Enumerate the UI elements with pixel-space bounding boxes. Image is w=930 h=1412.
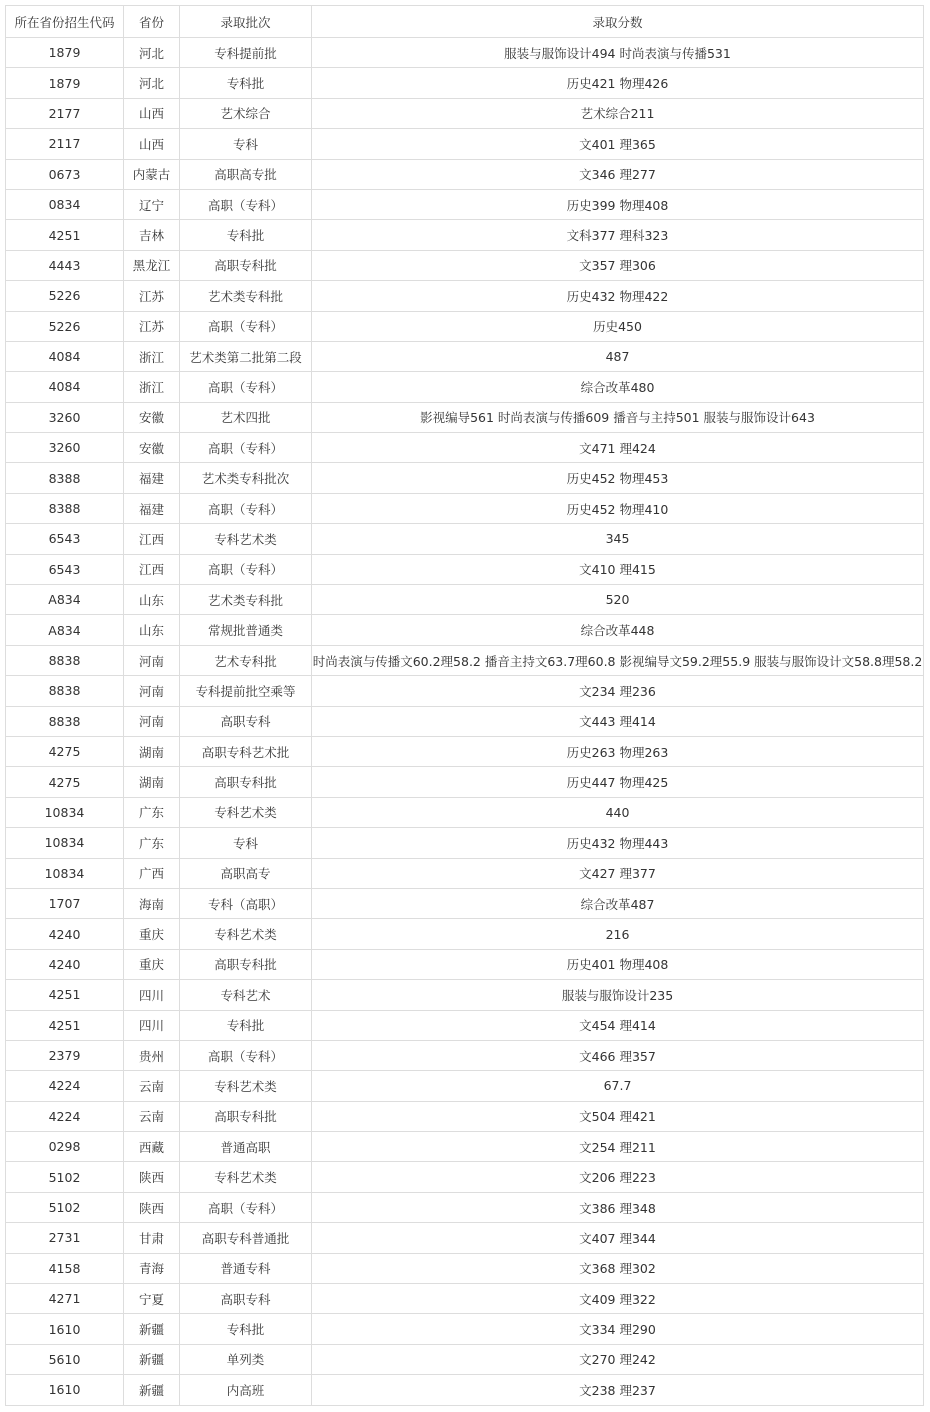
cell-province: 宁夏 bbox=[124, 1284, 180, 1314]
cell-province: 新疆 bbox=[124, 1375, 180, 1405]
cell-score: 历史432 物理422 bbox=[312, 281, 924, 311]
cell-score: 520 bbox=[312, 585, 924, 615]
cell-batch: 专科批 bbox=[180, 220, 312, 250]
cell-score: 文471 理424 bbox=[312, 433, 924, 463]
table-row bbox=[6, 98, 924, 128]
cell-province-code: 5102 bbox=[6, 1162, 124, 1192]
table-row bbox=[6, 797, 924, 827]
cell-score: 文443 理414 bbox=[312, 706, 924, 736]
table-row bbox=[6, 311, 924, 341]
cell-score: 345 bbox=[312, 524, 924, 554]
cell-score: 综合改革448 bbox=[312, 615, 924, 645]
cell-score: 历史450 bbox=[312, 311, 924, 341]
cell-batch: 普通高职 bbox=[180, 1132, 312, 1162]
table-row bbox=[6, 585, 924, 615]
table-row bbox=[6, 1071, 924, 1101]
cell-province: 安徽 bbox=[124, 433, 180, 463]
cell-province: 福建 bbox=[124, 463, 180, 493]
cell-score: 历史447 物理425 bbox=[312, 767, 924, 797]
cell-province-code: 4251 bbox=[6, 980, 124, 1010]
cell-batch: 高职（专科） bbox=[180, 1040, 312, 1070]
cell-province: 甘肃 bbox=[124, 1223, 180, 1253]
cell-province: 重庆 bbox=[124, 949, 180, 979]
cell-batch: 专科艺术类 bbox=[180, 1071, 312, 1101]
cell-province-code: 5102 bbox=[6, 1192, 124, 1222]
cell-province-code: 0298 bbox=[6, 1132, 124, 1162]
cell-province: 广西 bbox=[124, 858, 180, 888]
cell-province-code: 6543 bbox=[6, 554, 124, 584]
cell-province: 湖南 bbox=[124, 736, 180, 766]
cell-province-code: 8838 bbox=[6, 706, 124, 736]
cell-score: 文234 理236 bbox=[312, 676, 924, 706]
cell-province-code: 1610 bbox=[6, 1375, 124, 1405]
cell-province-code: 10834 bbox=[6, 797, 124, 827]
table-row bbox=[6, 493, 924, 523]
cell-batch: 高职（专科） bbox=[180, 372, 312, 402]
cell-batch: 艺术类专科批次 bbox=[180, 463, 312, 493]
table-row bbox=[6, 372, 924, 402]
cell-province-code: 8838 bbox=[6, 645, 124, 675]
cell-batch: 高职专科批 bbox=[180, 1101, 312, 1131]
cell-batch: 专科提前批空乘等 bbox=[180, 676, 312, 706]
cell-batch: 高职（专科） bbox=[180, 554, 312, 584]
cell-province-code: 5226 bbox=[6, 281, 124, 311]
cell-score: 216 bbox=[312, 919, 924, 949]
cell-batch: 单列类 bbox=[180, 1344, 312, 1374]
cell-province: 江苏 bbox=[124, 281, 180, 311]
cell-province-code: 10834 bbox=[6, 858, 124, 888]
cell-province: 湖南 bbox=[124, 767, 180, 797]
table-row bbox=[6, 1344, 924, 1374]
cell-province: 陕西 bbox=[124, 1192, 180, 1222]
cell-province: 云南 bbox=[124, 1071, 180, 1101]
table-row bbox=[6, 888, 924, 918]
cell-province-code: 5226 bbox=[6, 311, 124, 341]
cell-score: 文386 理348 bbox=[312, 1192, 924, 1222]
cell-province: 辽宁 bbox=[124, 189, 180, 219]
table-row bbox=[6, 1314, 924, 1344]
cell-score: 文409 理322 bbox=[312, 1284, 924, 1314]
cell-province-code: 4275 bbox=[6, 767, 124, 797]
cell-province: 江西 bbox=[124, 554, 180, 584]
cell-batch: 高职专科批 bbox=[180, 949, 312, 979]
cell-score: 历史452 物理410 bbox=[312, 493, 924, 523]
cell-province: 河南 bbox=[124, 645, 180, 675]
cell-score: 文368 理302 bbox=[312, 1253, 924, 1283]
table-row bbox=[6, 767, 924, 797]
cell-batch: 高职（专科） bbox=[180, 311, 312, 341]
cell-province-code: A834 bbox=[6, 615, 124, 645]
cell-score: 历史401 物理408 bbox=[312, 949, 924, 979]
cell-province: 江苏 bbox=[124, 311, 180, 341]
cell-province: 河南 bbox=[124, 676, 180, 706]
cell-batch: 高职专科批 bbox=[180, 767, 312, 797]
cell-province-code: 0673 bbox=[6, 159, 124, 189]
cell-province: 四川 bbox=[124, 980, 180, 1010]
cell-province: 重庆 bbox=[124, 919, 180, 949]
cell-province: 安徽 bbox=[124, 402, 180, 432]
cell-batch: 艺术综合 bbox=[180, 98, 312, 128]
cell-score: 文401 理365 bbox=[312, 129, 924, 159]
cell-score: 440 bbox=[312, 797, 924, 827]
cell-province: 云南 bbox=[124, 1101, 180, 1131]
table-row bbox=[6, 645, 924, 675]
cell-score: 文407 理344 bbox=[312, 1223, 924, 1253]
cell-province: 江西 bbox=[124, 524, 180, 554]
cell-province-code: 6543 bbox=[6, 524, 124, 554]
cell-province-code: A834 bbox=[6, 585, 124, 615]
cell-province-code: 4275 bbox=[6, 736, 124, 766]
table-row bbox=[6, 615, 924, 645]
cell-score: 历史263 物理263 bbox=[312, 736, 924, 766]
cell-batch: 专科艺术类 bbox=[180, 1162, 312, 1192]
cell-score: 综合改革487 bbox=[312, 888, 924, 918]
cell-batch: 高职专科批 bbox=[180, 250, 312, 280]
header-province: 省份 bbox=[124, 6, 180, 38]
cell-batch: 高职（专科） bbox=[180, 433, 312, 463]
cell-score: 时尚表演与传播文60.2理58.2 播音主持文63.7理60.8 影视编导文59.2理55.9 服装与服饰设计文58.8理58.2 bbox=[312, 645, 924, 675]
cell-score: 历史399 物理408 bbox=[312, 189, 924, 219]
cell-score: 文427 理377 bbox=[312, 858, 924, 888]
cell-province: 陕西 bbox=[124, 1162, 180, 1192]
table-row bbox=[6, 736, 924, 766]
cell-province-code: 1879 bbox=[6, 38, 124, 68]
cell-batch: 高职高专 bbox=[180, 858, 312, 888]
header-province-code: 所在省份招生代码 bbox=[6, 6, 124, 38]
cell-score: 综合改革480 bbox=[312, 372, 924, 402]
cell-batch: 专科（高职） bbox=[180, 888, 312, 918]
cell-province-code: 4240 bbox=[6, 919, 124, 949]
cell-score: 艺术综合211 bbox=[312, 98, 924, 128]
cell-province: 山东 bbox=[124, 615, 180, 645]
cell-score: 历史432 物理443 bbox=[312, 828, 924, 858]
cell-score: 历史421 物理426 bbox=[312, 68, 924, 98]
cell-batch: 专科艺术类 bbox=[180, 524, 312, 554]
cell-score: 服装与服饰设计494 时尚表演与传播531 bbox=[312, 38, 924, 68]
cell-batch: 高职专科普通批 bbox=[180, 1223, 312, 1253]
cell-province: 浙江 bbox=[124, 341, 180, 371]
cell-province-code: 1610 bbox=[6, 1314, 124, 1344]
cell-province-code: 4251 bbox=[6, 1010, 124, 1040]
table-row bbox=[6, 1162, 924, 1192]
cell-province-code: 4240 bbox=[6, 949, 124, 979]
cell-province-code: 1879 bbox=[6, 68, 124, 98]
cell-province: 山西 bbox=[124, 129, 180, 159]
cell-province: 河北 bbox=[124, 68, 180, 98]
table-row bbox=[6, 1040, 924, 1070]
header-batch: 录取批次 bbox=[180, 6, 312, 38]
cell-batch: 专科 bbox=[180, 129, 312, 159]
cell-province-code: 0834 bbox=[6, 189, 124, 219]
cell-province-code: 2379 bbox=[6, 1040, 124, 1070]
cell-province-code: 4443 bbox=[6, 250, 124, 280]
cell-score: 文504 理421 bbox=[312, 1101, 924, 1131]
cell-score: 文410 理415 bbox=[312, 554, 924, 584]
table-row bbox=[6, 1010, 924, 1040]
cell-province: 河北 bbox=[124, 38, 180, 68]
table-row bbox=[6, 828, 924, 858]
table-body bbox=[6, 38, 924, 1406]
cell-province-code: 2117 bbox=[6, 129, 124, 159]
cell-province: 青海 bbox=[124, 1253, 180, 1283]
table-row bbox=[6, 433, 924, 463]
table-row bbox=[6, 129, 924, 159]
table-row bbox=[6, 1253, 924, 1283]
cell-province-code: 2177 bbox=[6, 98, 124, 128]
cell-batch: 高职高专批 bbox=[180, 159, 312, 189]
cell-province: 广东 bbox=[124, 797, 180, 827]
cell-score: 历史452 物理453 bbox=[312, 463, 924, 493]
cell-province-code: 4084 bbox=[6, 372, 124, 402]
table-row bbox=[6, 980, 924, 1010]
cell-score: 文466 理357 bbox=[312, 1040, 924, 1070]
cell-province: 贵州 bbox=[124, 1040, 180, 1070]
cell-province-code: 8388 bbox=[6, 493, 124, 523]
table-header-row bbox=[6, 6, 924, 38]
cell-province-code: 1707 bbox=[6, 888, 124, 918]
cell-batch: 高职专科 bbox=[180, 1284, 312, 1314]
admission-score-table bbox=[5, 5, 924, 1406]
table-row bbox=[6, 38, 924, 68]
table-row bbox=[6, 524, 924, 554]
table-row bbox=[6, 402, 924, 432]
table-row bbox=[6, 1132, 924, 1162]
table-row bbox=[6, 159, 924, 189]
cell-province: 新疆 bbox=[124, 1314, 180, 1344]
cell-batch: 专科艺术类 bbox=[180, 797, 312, 827]
cell-batch: 专科 bbox=[180, 828, 312, 858]
cell-batch: 艺术类专科批 bbox=[180, 585, 312, 615]
cell-score: 文206 理223 bbox=[312, 1162, 924, 1192]
cell-batch: 高职专科 bbox=[180, 706, 312, 736]
cell-batch: 专科艺术 bbox=[180, 980, 312, 1010]
cell-province-code: 4224 bbox=[6, 1101, 124, 1131]
cell-batch: 专科批 bbox=[180, 1010, 312, 1040]
cell-score: 文454 理414 bbox=[312, 1010, 924, 1040]
table-row bbox=[6, 250, 924, 280]
cell-province-code: 8838 bbox=[6, 676, 124, 706]
table-row bbox=[6, 554, 924, 584]
cell-batch: 普通专科 bbox=[180, 1253, 312, 1283]
table-row bbox=[6, 341, 924, 371]
table-row bbox=[6, 676, 924, 706]
cell-batch: 专科批 bbox=[180, 68, 312, 98]
table-row bbox=[6, 919, 924, 949]
cell-province-code: 10834 bbox=[6, 828, 124, 858]
table-row bbox=[6, 68, 924, 98]
cell-batch: 艺术专科批 bbox=[180, 645, 312, 675]
table-row bbox=[6, 1223, 924, 1253]
cell-batch: 艺术四批 bbox=[180, 402, 312, 432]
cell-score: 文270 理242 bbox=[312, 1344, 924, 1374]
cell-province-code: 3260 bbox=[6, 433, 124, 463]
cell-batch: 专科艺术类 bbox=[180, 919, 312, 949]
cell-score: 文254 理211 bbox=[312, 1132, 924, 1162]
table-row bbox=[6, 1284, 924, 1314]
cell-province: 浙江 bbox=[124, 372, 180, 402]
table-row bbox=[6, 949, 924, 979]
cell-batch: 高职（专科） bbox=[180, 189, 312, 219]
cell-province-code: 4271 bbox=[6, 1284, 124, 1314]
cell-batch: 高职（专科） bbox=[180, 493, 312, 523]
cell-province-code: 5610 bbox=[6, 1344, 124, 1374]
cell-province: 四川 bbox=[124, 1010, 180, 1040]
table-container bbox=[5, 5, 923, 1406]
header-score: 录取分数 bbox=[312, 6, 924, 38]
cell-province: 福建 bbox=[124, 493, 180, 523]
cell-batch: 内高班 bbox=[180, 1375, 312, 1405]
table-row bbox=[6, 281, 924, 311]
table-row bbox=[6, 706, 924, 736]
cell-batch: 专科批 bbox=[180, 1314, 312, 1344]
cell-batch: 常规批普通类 bbox=[180, 615, 312, 645]
cell-province: 西藏 bbox=[124, 1132, 180, 1162]
cell-score: 文346 理277 bbox=[312, 159, 924, 189]
cell-province-code: 2731 bbox=[6, 1223, 124, 1253]
cell-score: 487 bbox=[312, 341, 924, 371]
table-row bbox=[6, 1101, 924, 1131]
table-row bbox=[6, 1192, 924, 1222]
table-row bbox=[6, 463, 924, 493]
cell-province: 山东 bbox=[124, 585, 180, 615]
cell-score: 文357 理306 bbox=[312, 250, 924, 280]
cell-province: 广东 bbox=[124, 828, 180, 858]
cell-province-code: 4251 bbox=[6, 220, 124, 250]
cell-score: 文238 理237 bbox=[312, 1375, 924, 1405]
cell-province-code: 8388 bbox=[6, 463, 124, 493]
cell-province-code: 4084 bbox=[6, 341, 124, 371]
table-row bbox=[6, 1375, 924, 1405]
cell-province-code: 3260 bbox=[6, 402, 124, 432]
cell-score: 文334 理290 bbox=[312, 1314, 924, 1344]
cell-province: 海南 bbox=[124, 888, 180, 918]
table-row bbox=[6, 189, 924, 219]
cell-batch: 艺术类第二批第二段 bbox=[180, 341, 312, 371]
cell-score: 67.7 bbox=[312, 1071, 924, 1101]
cell-province: 内蒙古 bbox=[124, 159, 180, 189]
cell-province-code: 4158 bbox=[6, 1253, 124, 1283]
cell-province: 黑龙江 bbox=[124, 250, 180, 280]
cell-province: 新疆 bbox=[124, 1344, 180, 1374]
cell-batch: 高职（专科） bbox=[180, 1192, 312, 1222]
cell-batch: 艺术类专科批 bbox=[180, 281, 312, 311]
cell-province: 吉林 bbox=[124, 220, 180, 250]
cell-province: 河南 bbox=[124, 706, 180, 736]
cell-province-code: 4224 bbox=[6, 1071, 124, 1101]
cell-score: 影视编导561 时尚表演与传播609 播音与主持501 服装与服饰设计643 bbox=[312, 402, 924, 432]
table-row bbox=[6, 858, 924, 888]
cell-score: 文科377 理科323 bbox=[312, 220, 924, 250]
table-row bbox=[6, 220, 924, 250]
cell-batch: 专科提前批 bbox=[180, 38, 312, 68]
cell-batch: 高职专科艺术批 bbox=[180, 736, 312, 766]
cell-province: 山西 bbox=[124, 98, 180, 128]
cell-score: 服装与服饰设计235 bbox=[312, 980, 924, 1010]
